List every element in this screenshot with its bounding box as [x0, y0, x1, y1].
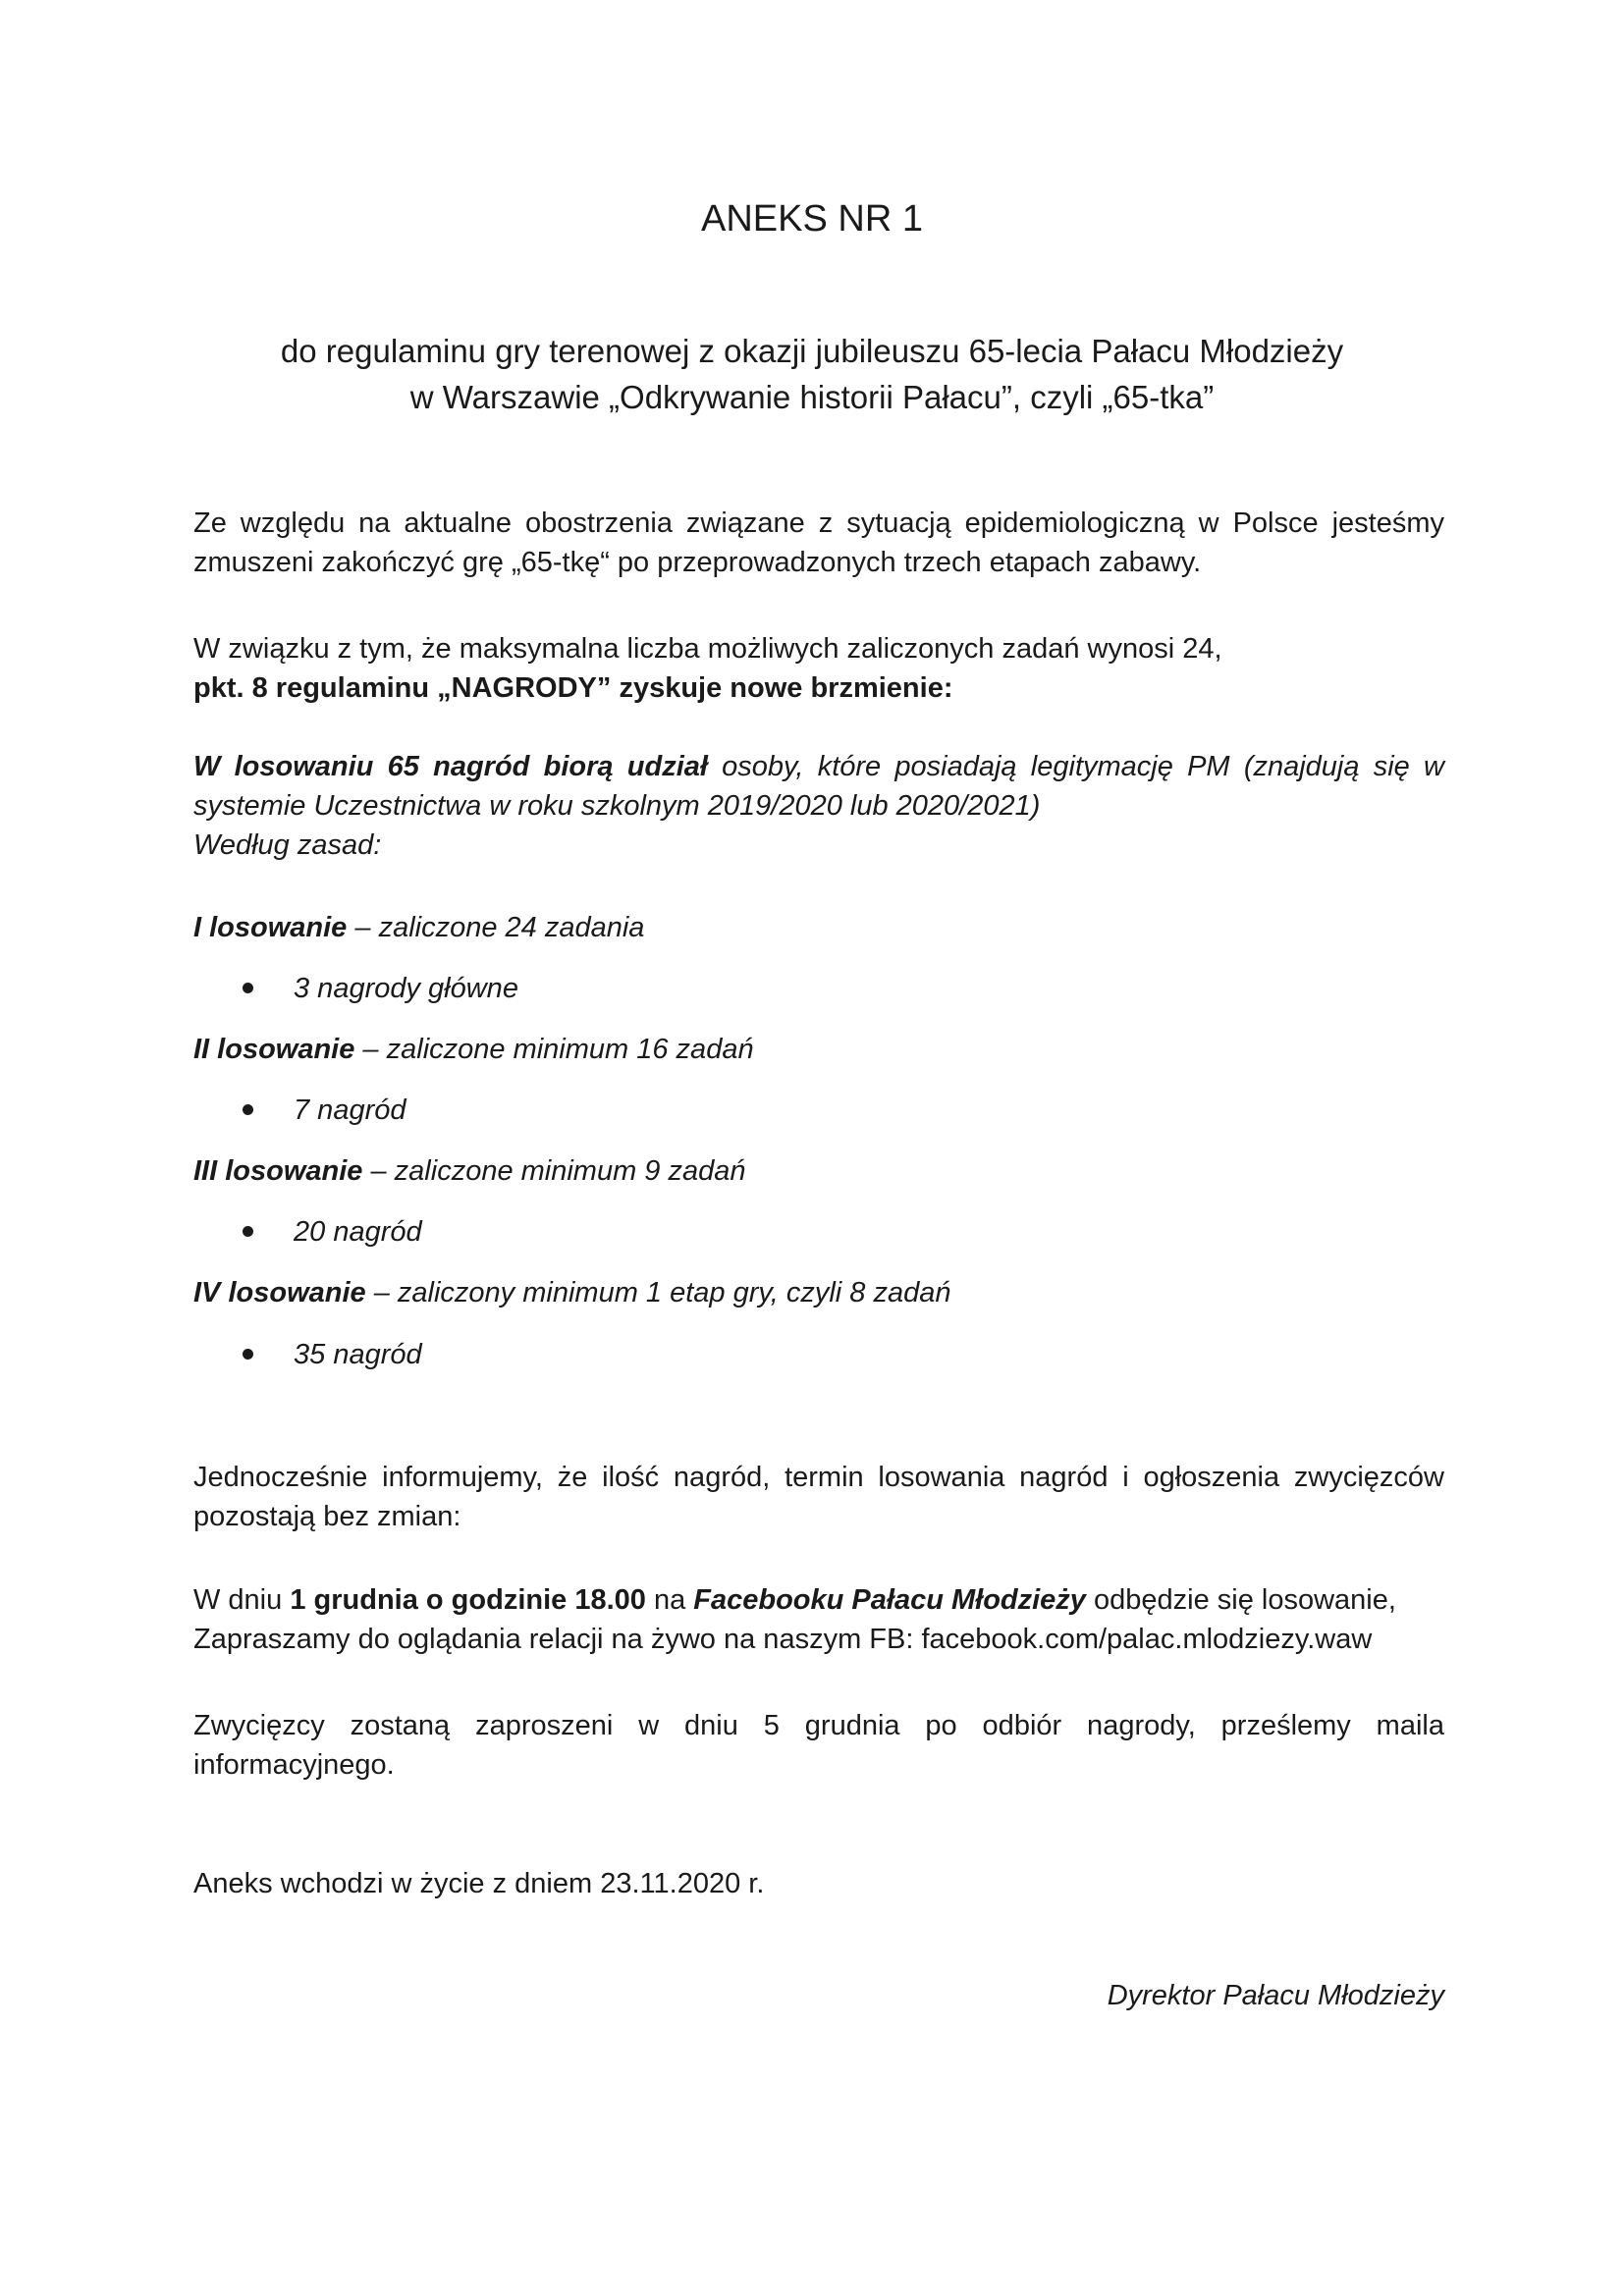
bullet-icon	[243, 983, 253, 993]
event-mid: na	[645, 1584, 694, 1616]
draw-heading	[193, 1030, 1444, 1069]
tasks-sentence: W związku z tym, że maksymalna liczba możliwych zaliczonych zadań wynosi 24,	[193, 633, 1222, 665]
draw-heading	[193, 1273, 1444, 1312]
rule-bold-part: W losowaniu 65 nagród biorą udział	[193, 751, 708, 782]
event-suffix: odbędzie się losowanie,	[1085, 1584, 1396, 1616]
subtitle-line-1: do regulaminu gry terenowej z okazji jubileuszu 65-lecia Pałacu Młodzieży	[280, 333, 1344, 369]
signature: Dyrektor Pałacu Młodzieży	[1107, 1980, 1444, 2011]
draw-condition: – zaliczone minimum 9 zadań	[362, 1155, 746, 1187]
draw-name: II losowanie	[193, 1034, 355, 1065]
tasks-paragraph	[193, 629, 1444, 708]
event-prefix: W dniu	[193, 1584, 291, 1616]
event-line-1	[193, 1580, 1444, 1620]
effective-date-paragraph: Aneks wchodzi w życie z dniem 23.11.2020 r.	[193, 1868, 765, 1899]
unchanged-paragraph: Jednocześnie informujemy, że ilość nagród, termin losowania nagród i ogłoszenia zwycięzców pozostają bez zmian:	[193, 1462, 1444, 1532]
draw-condition: – zaliczone 24 zadania	[347, 912, 645, 943]
draw-condition: – zaliczone minimum 16 zadań	[354, 1034, 754, 1065]
event-paragraph	[193, 1580, 1444, 1659]
event-venue: Facebooku Pałacu Młodzieży	[693, 1584, 1086, 1616]
document-subtitle	[0, 328, 1624, 420]
subtitle-line-2: w Warszawie „Odkrywanie historii Pałacu”, czyli „65-tka”	[409, 379, 1215, 415]
draw-name: IV losowanie	[193, 1277, 366, 1308]
draw-name: III losowanie	[193, 1155, 363, 1187]
prize-text: 35 nagród	[294, 1339, 422, 1370]
bullet-icon	[243, 1226, 253, 1237]
event-date: 1 grudnia o godzinie 18.00	[290, 1584, 646, 1616]
draw-condition: – zaliczony minimum 1 etap gry, czyli 8 zadań	[365, 1277, 951, 1308]
rule-paragraph	[193, 747, 1444, 865]
draw-heading	[193, 1151, 1444, 1191]
bullet-icon	[243, 1104, 253, 1115]
draw-heading	[193, 908, 1444, 947]
prize-text: 20 nagród	[294, 1216, 422, 1248]
draw-name: I losowanie	[193, 912, 348, 943]
intro-paragraph: Ze względu na aktualne obostrzenia związane z sytuacją epidemiologiczną w Polsce jesteśmy zmuszeni zakończyć grę „65-tkę“ po przeprowadzonych trzech etapach zabawy.	[193, 507, 1444, 578]
document-title: ANEKS NR 1	[701, 198, 923, 240]
prize-text: 3 nagrody główne	[294, 973, 518, 1004]
bullet-icon	[243, 1349, 253, 1360]
event-line-2: Zapraszamy do oglądania relacji na żywo na naszym FB: facebook.com/palac.mlodziezy.waw	[193, 1624, 1373, 1655]
new-wording-sentence: pkt. 8 regulaminu „NAGRODY” zyskuje nowe brzmienie:	[193, 672, 953, 704]
prize-text: 7 nagród	[294, 1095, 406, 1126]
rule-text: osoby, które posiadają legitymację PM (znajdują się w systemie Uczestnictwa w roku szkolnym 2019/2020 lub 2020/2021)	[193, 751, 1444, 822]
rules-label: Według zasad:	[193, 829, 382, 861]
winners-paragraph: Zwycięzcy zostaną zaproszeni w dniu 5 grudnia po odbiór nagrody, prześlemy maila informacyjnego.	[193, 1710, 1444, 1781]
